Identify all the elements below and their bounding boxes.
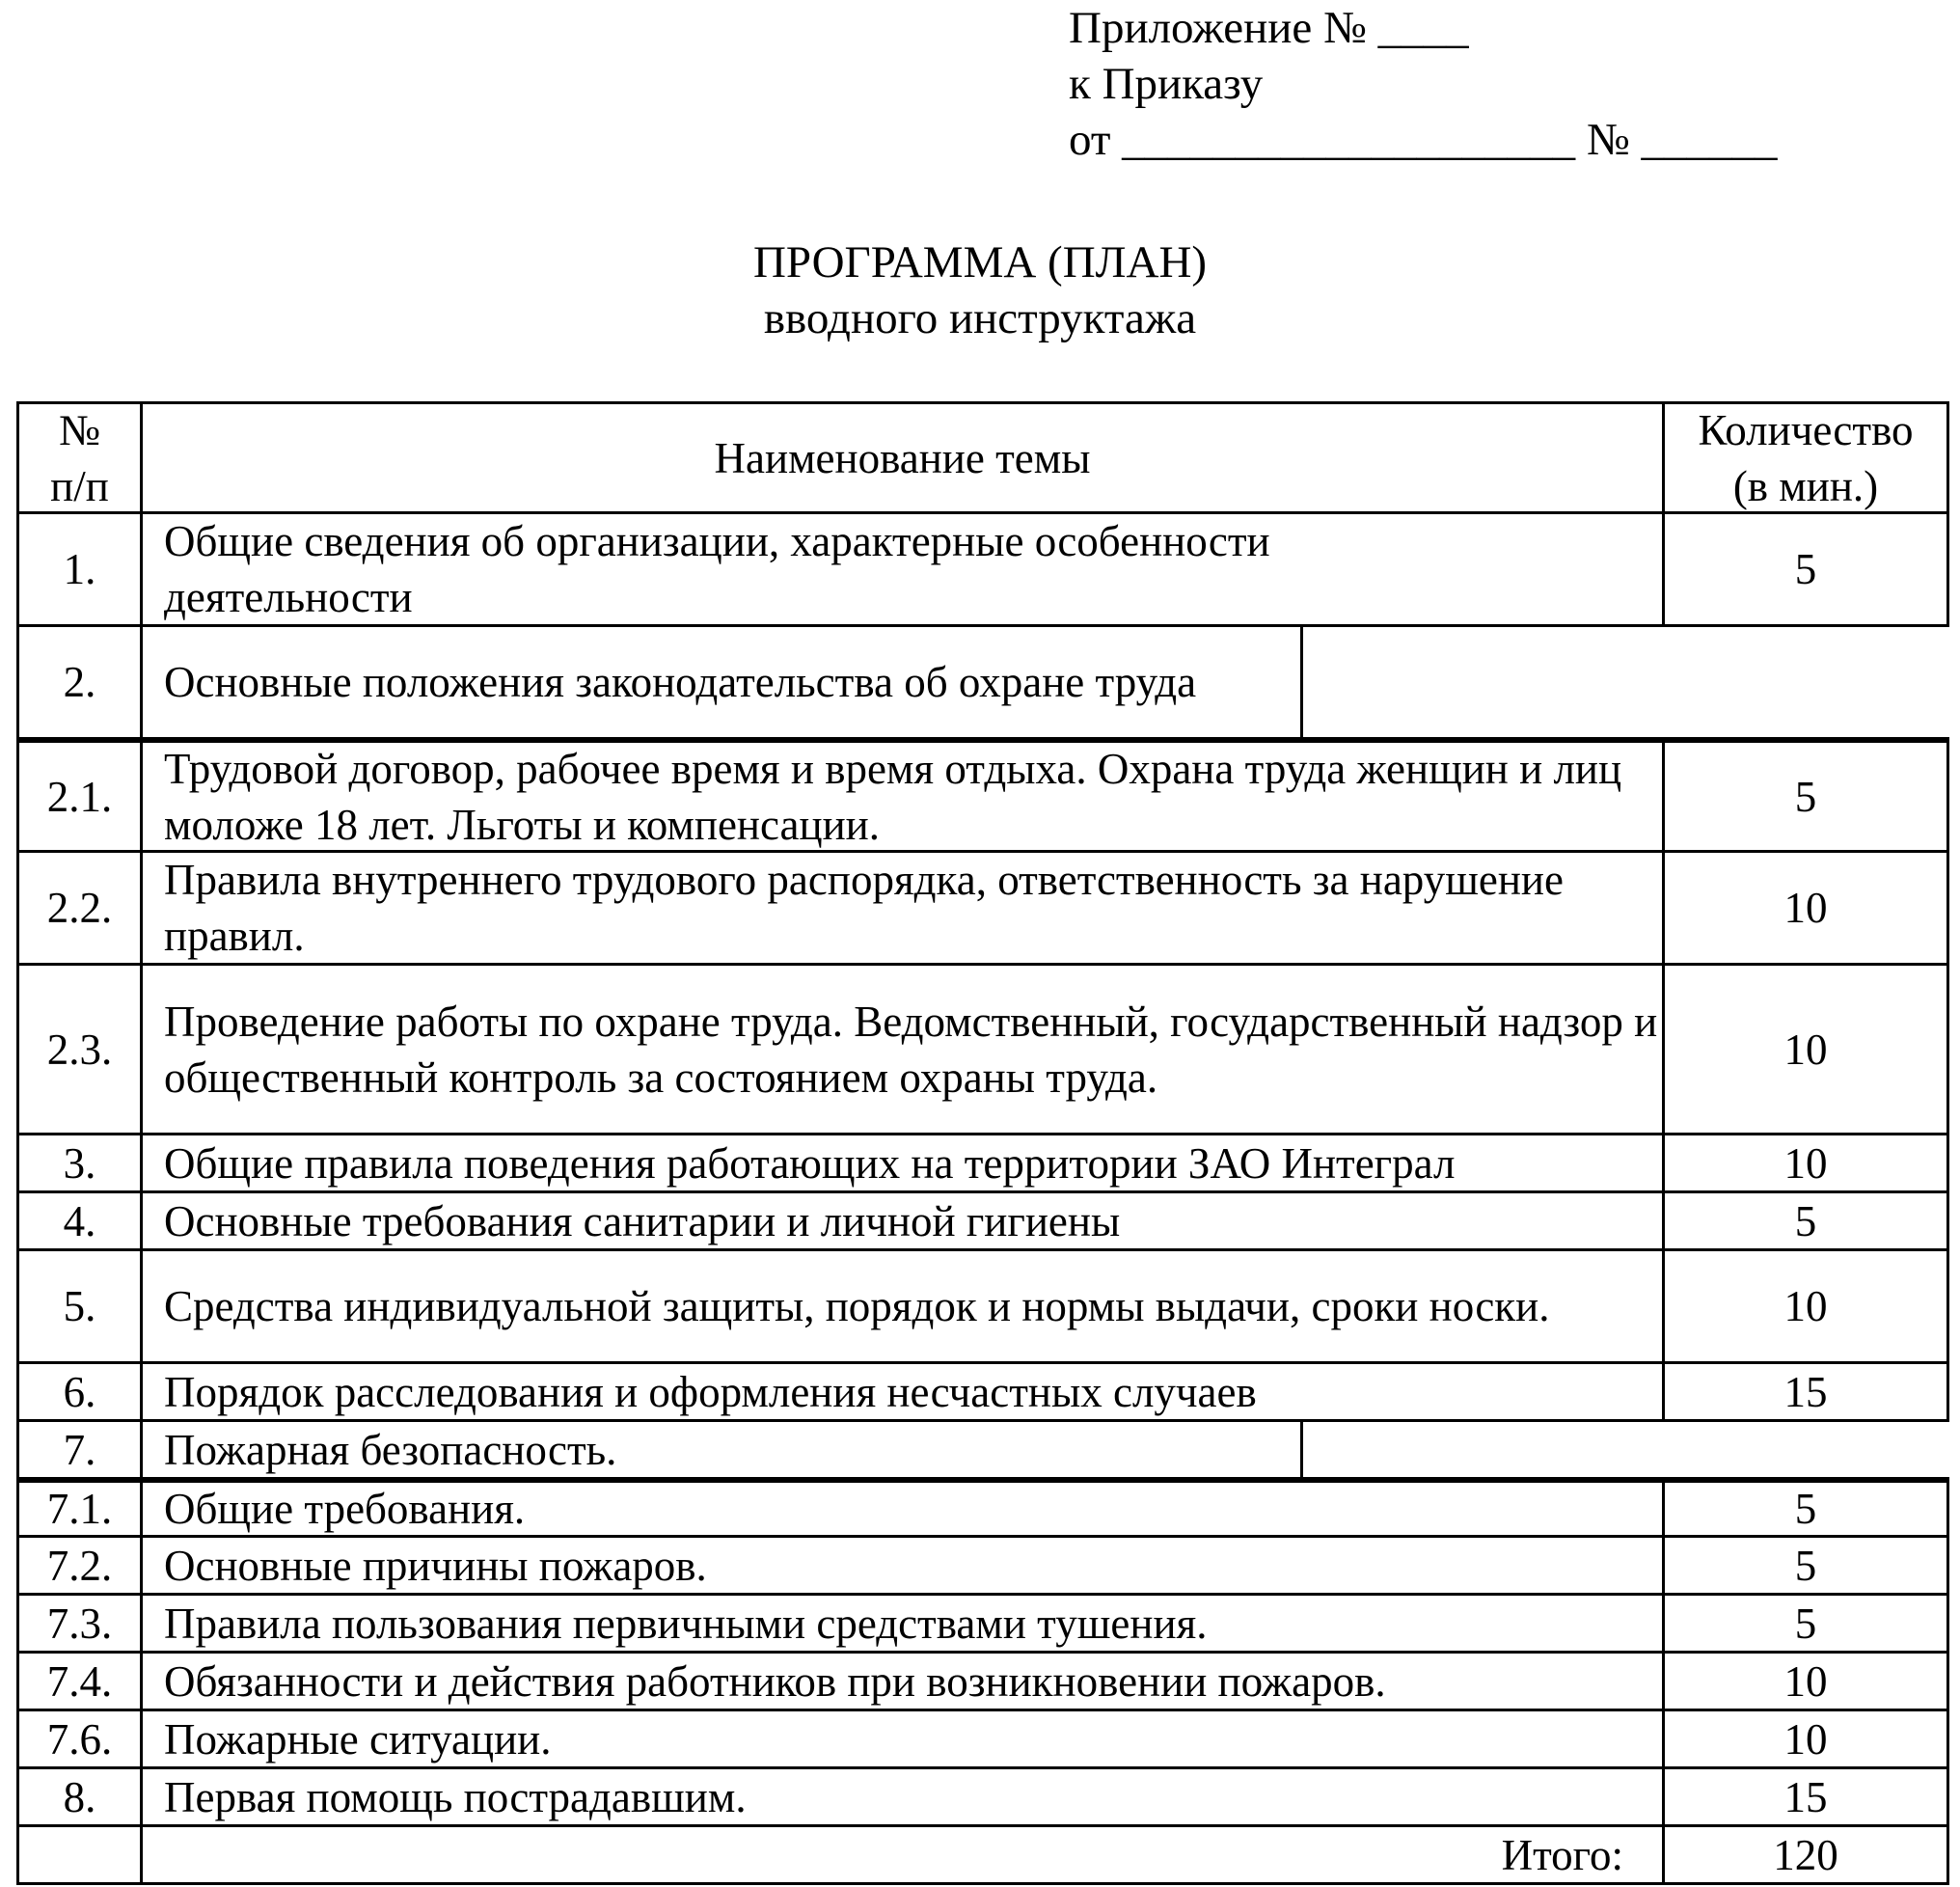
row-number: 7. <box>19 1422 143 1477</box>
row-minutes: 10 <box>1783 1138 1828 1188</box>
row-minutes: 5 <box>1794 545 1817 593</box>
table-row <box>16 1251 1949 1364</box>
row-number: 1. <box>19 514 143 624</box>
order-reference-line: к Приказу <box>1069 59 1264 109</box>
total-value: 120 <box>1773 1830 1838 1879</box>
row-number: 7.4. <box>19 1654 143 1709</box>
row-topic-text: Правила внутреннего трудового распорядка, ответственность за нарушение правил. <box>164 856 1564 960</box>
table-row <box>16 1711 1949 1769</box>
row-topic-text: Основные положения законодательства об охране труда <box>164 658 1197 706</box>
table-row <box>16 514 1949 627</box>
total-empty-cell <box>19 1827 143 1882</box>
row-minutes: 10 <box>1783 1282 1828 1330</box>
row-topic-text: Первая помощь пострадавшим. <box>164 1772 747 1821</box>
row-topic <box>143 743 1665 850</box>
row-topic-text: Обязанности и действия работников при возникновении пожаров. <box>164 1656 1386 1706</box>
table-row <box>16 1364 1949 1422</box>
row-topic <box>143 514 1665 624</box>
row-number: 2.2. <box>19 853 143 963</box>
table-total-row <box>16 1827 1949 1885</box>
header-minutes-line1: Количество <box>1698 405 1914 454</box>
row-topic-text: Порядок расследования и оформления несчастных случаев <box>164 1367 1257 1416</box>
row-minutes: 5 <box>1794 1196 1817 1245</box>
instruction-program-table <box>16 401 1949 1885</box>
row-topic-text: Общие требования. <box>164 1485 526 1533</box>
row-topic <box>143 1251 1665 1361</box>
table-row-section <box>16 1422 1949 1480</box>
row-minutes: 15 <box>1783 1367 1828 1416</box>
row-topic <box>143 1654 1665 1709</box>
row-topic-text: Пожарная безопасность. <box>164 1425 617 1474</box>
table-row <box>16 1135 1949 1193</box>
row-topic <box>143 1711 1665 1766</box>
row-number: 7.2. <box>19 1538 143 1593</box>
row-topic-text: Проведение работы по охране труда. Ведомственный, государственный надзор и общественный контроль за состоянием охраны труда. <box>164 997 1658 1102</box>
row-minutes: 15 <box>1783 1772 1828 1821</box>
order-reference-header <box>1069 0 1918 168</box>
row-number: 2.1. <box>19 743 143 850</box>
row-topic <box>143 1769 1665 1824</box>
title-subtitle: вводного инструктажа <box>763 293 1197 343</box>
header-topic-label: Наименование темы <box>714 433 1091 482</box>
appendix-number-line: Приложение № ____ <box>1069 3 1469 53</box>
row-topic <box>143 1135 1665 1190</box>
table-row-section <box>16 627 1949 740</box>
table-row <box>16 1769 1949 1827</box>
row-number: 7.6. <box>19 1711 143 1766</box>
row-number: 2.3. <box>19 966 143 1133</box>
row-topic <box>143 1193 1665 1248</box>
row-topic <box>143 1364 1665 1419</box>
table-row <box>16 1193 1949 1251</box>
table-row <box>16 966 1949 1135</box>
table-row <box>16 853 1949 966</box>
row-topic-text: Общие сведения об организации, характерные особенности деятельности <box>164 517 1270 621</box>
row-topic <box>143 1596 1665 1651</box>
header-number-cell <box>19 404 143 511</box>
row-topic <box>143 966 1665 1133</box>
row-topic-text: Пожарные ситуации. <box>164 1714 552 1764</box>
row-topic-text: Средства индивидуальной защиты, порядок и нормы выдачи, сроки носки. <box>164 1282 1550 1330</box>
row-topic-text: Основные причины пожаров. <box>164 1541 707 1590</box>
row-minutes: 10 <box>1783 884 1828 932</box>
row-topic-text: Основные требования санитарии и личной гигиены <box>164 1196 1121 1245</box>
total-label: Итого: <box>143 1827 1665 1882</box>
row-topic-text: Правила пользования первичными средствами тушения. <box>164 1599 1208 1648</box>
order-date-number-line: от ____________________ № ______ <box>1069 115 1778 165</box>
row-topic <box>143 853 1665 963</box>
row-topic <box>143 1422 1303 1477</box>
row-minutes: 5 <box>1794 1485 1817 1533</box>
header-number-line1: № <box>59 405 100 454</box>
header-number-line2: п/п <box>50 461 109 510</box>
header-minutes-line2: (в мин.) <box>1732 461 1879 510</box>
row-number: 8. <box>19 1769 143 1824</box>
row-topic-text: Общие правила поведения работающих на территории ЗАО Интеграл <box>164 1138 1456 1188</box>
table-row <box>16 1654 1949 1711</box>
row-topic <box>143 1483 1665 1535</box>
table-row <box>16 1596 1949 1654</box>
row-number: 5. <box>19 1251 143 1361</box>
row-number: 3. <box>19 1135 143 1190</box>
row-number: 6. <box>19 1364 143 1419</box>
row-topic <box>143 627 1303 737</box>
row-minutes: 5 <box>1794 772 1817 821</box>
row-topic <box>143 1538 1665 1593</box>
row-topic-text: Трудовой договор, рабочее время и время отдыха. Охрана труда женщин и лиц моложе 18 лет. Льготы и компенсации. <box>164 744 1622 849</box>
table-header-row <box>16 401 1949 514</box>
row-minutes: 10 <box>1783 1025 1828 1074</box>
row-number: 2. <box>19 627 143 737</box>
table-row <box>16 1480 1949 1538</box>
header-minutes-cell <box>1665 404 1946 511</box>
header-topic-cell <box>143 404 1665 511</box>
row-minutes: 10 <box>1783 1656 1828 1706</box>
document-title <box>0 234 1960 346</box>
row-number: 7.1. <box>19 1483 143 1535</box>
row-minutes: 5 <box>1794 1541 1817 1590</box>
row-minutes: 5 <box>1794 1599 1817 1648</box>
row-minutes: 10 <box>1783 1714 1828 1764</box>
table-row <box>16 1538 1949 1596</box>
table-row <box>16 740 1949 853</box>
row-number: 4. <box>19 1193 143 1248</box>
title-main: ПРОГРАММА (ПЛАН) <box>752 237 1208 287</box>
row-number: 7.3. <box>19 1596 143 1651</box>
